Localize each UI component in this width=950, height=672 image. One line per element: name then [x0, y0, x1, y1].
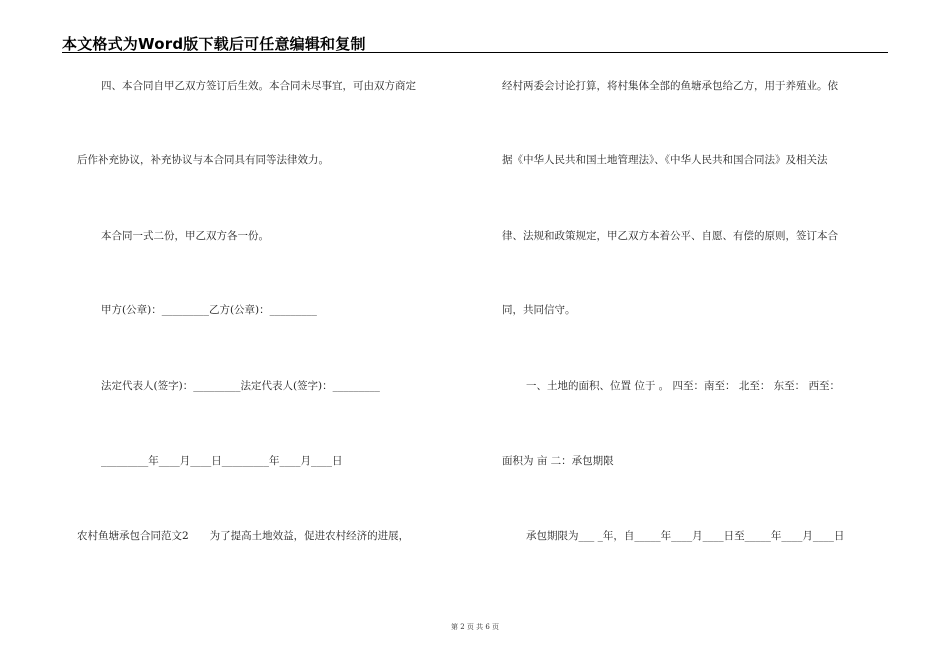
header-divider [62, 52, 888, 53]
left-line-4: 甲方(公章)：_________乙方(公章)：_________ [101, 304, 317, 316]
right-line-2: 据《中华人民共和国土地管理法》、《中华人民共和国合同法》及相关法 [502, 154, 828, 166]
right-line-5: 一、土地的面积、位置 位于 。 四至：南至： 北至： 东至： 西至： [526, 380, 841, 392]
page-number-footer: 第 2 页 共 6 页 [450, 623, 500, 631]
document-header-title: 本文格式为Word版下载后可任意编辑和复制 [62, 35, 366, 53]
right-line-1: 经村两委会讨论打算，将村集体全部的鱼塘承包给乙方，用于养殖业。依 [502, 80, 838, 92]
left-line-1: 四、本合同自甲乙双方签订后生效。本合同未尽事宜，可由双方商定 [101, 80, 416, 92]
right-line-6: 面积为 亩 二：承包期限 [502, 455, 614, 467]
left-line-7: 农村鱼塘承包合同范文2 为了提高土地效益，促进农村经济的进展， [77, 530, 410, 542]
left-line-2: 后作补充协议，补充协议与本合同具有同等法律效力。 [77, 154, 329, 166]
left-line-5: 法定代表人(签字)：_________法定代表人(签字)：_________ [101, 380, 380, 392]
left-line-6: _________年____月____日_________年____月____日 [101, 455, 343, 467]
right-line-4: 同，共同信守。 [502, 304, 576, 316]
right-line-3: 律、法规和政策规定，甲乙双方本着公平、自愿、有偿的原则，签订本合 [502, 230, 838, 242]
right-line-7: 承包期限为___ _年，自_____年____月____日至_____年____月____日 [526, 530, 845, 542]
left-line-3: 本合同一式二份，甲乙双方各一份。 [101, 230, 269, 242]
